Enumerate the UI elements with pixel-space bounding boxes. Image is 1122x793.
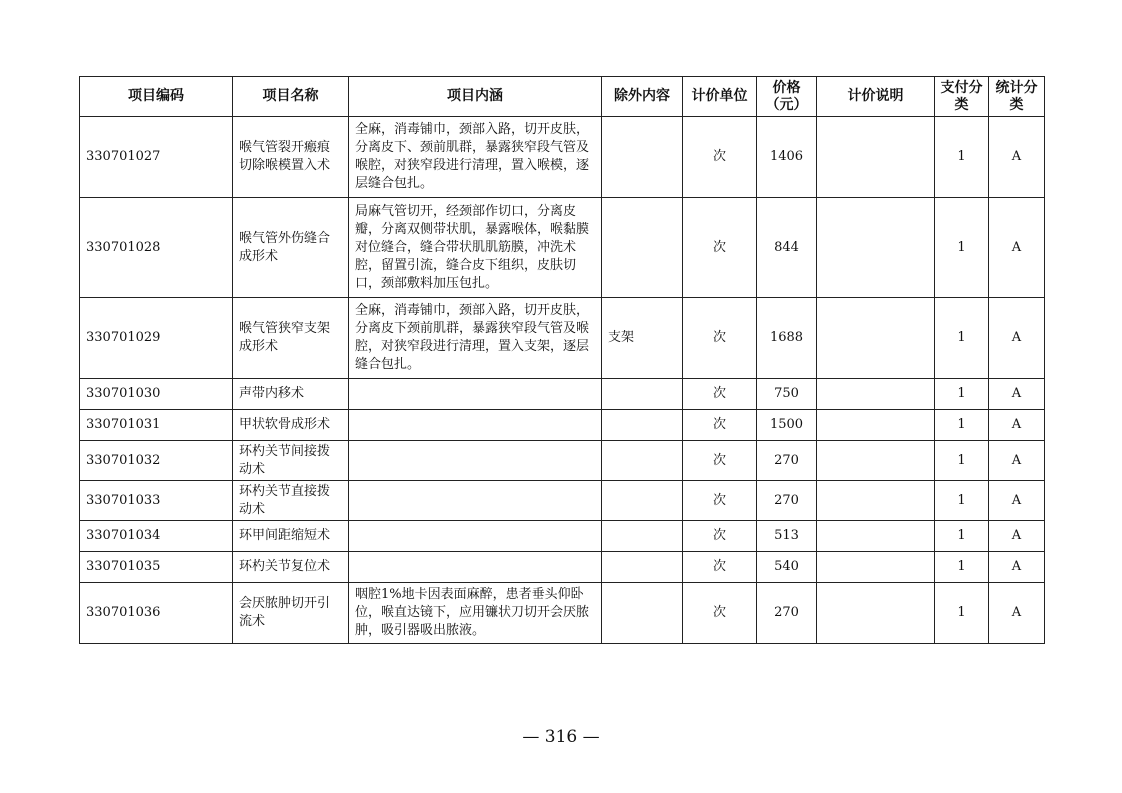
header-name: 项目名称 bbox=[233, 77, 349, 117]
cell-payment: 1 bbox=[935, 583, 989, 644]
cell-payment: 1 bbox=[935, 552, 989, 583]
table-row bbox=[80, 521, 1045, 552]
cell-content: 全麻，消毒铺巾，颈部入路，切开皮肤，分离皮下、颈前肌群，暴露狭窄段气管及喉腔，对狭窄段进行清理，置入喉模，逐层缝合包扎。 bbox=[349, 117, 602, 198]
cell-note bbox=[817, 117, 935, 198]
cell-unit: 次 bbox=[683, 583, 757, 644]
cell-code: 330701033 bbox=[80, 481, 233, 521]
table-row bbox=[80, 583, 1045, 644]
cell-unit: 次 bbox=[683, 441, 757, 481]
cell-stat: A bbox=[989, 379, 1045, 410]
cell-exclusion bbox=[602, 410, 683, 441]
cell-content bbox=[349, 410, 602, 441]
cell-code: 330701029 bbox=[80, 298, 233, 379]
table-row bbox=[80, 481, 1045, 521]
cell-name: 环杓关节间接拨动术 bbox=[233, 441, 349, 481]
table-row bbox=[80, 379, 1045, 410]
cell-code: 330701034 bbox=[80, 521, 233, 552]
cell-name: 喉气管狭窄支架成形术 bbox=[233, 298, 349, 379]
cell-code: 330701036 bbox=[80, 583, 233, 644]
cell-content: 全麻，消毒铺巾，颈部入路，切开皮肤，分离皮下颈前肌群，暴露狭窄段气管及喉腔，对狭窄段进行清理，置入支架，逐层缝合包扎。 bbox=[349, 298, 602, 379]
cell-note bbox=[817, 521, 935, 552]
cell-stat: A bbox=[989, 441, 1045, 481]
cell-stat: A bbox=[989, 521, 1045, 552]
cell-name: 环甲间距缩短术 bbox=[233, 521, 349, 552]
cell-price: 1500 bbox=[757, 410, 817, 441]
cell-price: 270 bbox=[757, 441, 817, 481]
cell-exclusion bbox=[602, 198, 683, 298]
header-content: 项目内涵 bbox=[349, 77, 602, 117]
cell-content bbox=[349, 441, 602, 481]
cell-exclusion bbox=[602, 583, 683, 644]
table-row bbox=[80, 198, 1045, 298]
cell-note bbox=[817, 410, 935, 441]
cell-exclusion: 支架 bbox=[602, 298, 683, 379]
cell-price: 540 bbox=[757, 552, 817, 583]
cell-payment: 1 bbox=[935, 117, 989, 198]
cell-payment: 1 bbox=[935, 441, 989, 481]
cell-name: 喉气管裂开瘢痕切除喉模置入术 bbox=[233, 117, 349, 198]
cell-unit: 次 bbox=[683, 521, 757, 552]
cell-content: 局麻气管切开，经颈部作切口，分离皮瓣，分离双侧带状肌，暴露喉体，喉黏膜对位缝合，缝合带状肌肌筋膜，冲洗术腔，留置引流，缝合皮下组织，皮肤切口，颈部敷料加压包扎。 bbox=[349, 198, 602, 298]
cell-content bbox=[349, 481, 602, 521]
cell-price: 750 bbox=[757, 379, 817, 410]
cell-price: 1688 bbox=[757, 298, 817, 379]
cell-exclusion bbox=[602, 552, 683, 583]
cell-price: 270 bbox=[757, 481, 817, 521]
cell-payment: 1 bbox=[935, 481, 989, 521]
cell-exclusion bbox=[602, 521, 683, 552]
cell-stat: A bbox=[989, 552, 1045, 583]
cell-payment: 1 bbox=[935, 298, 989, 379]
cell-exclusion bbox=[602, 441, 683, 481]
pricing-table bbox=[79, 76, 1045, 644]
cell-payment: 1 bbox=[935, 198, 989, 298]
cell-stat: A bbox=[989, 198, 1045, 298]
cell-unit: 次 bbox=[683, 379, 757, 410]
cell-content bbox=[349, 521, 602, 552]
cell-price: 844 bbox=[757, 198, 817, 298]
cell-content bbox=[349, 379, 602, 410]
cell-stat: A bbox=[989, 117, 1045, 198]
cell-code: 330701035 bbox=[80, 552, 233, 583]
cell-stat: A bbox=[989, 410, 1045, 441]
table-header-row bbox=[80, 77, 1045, 117]
cell-content bbox=[349, 552, 602, 583]
cell-name: 环杓关节复位术 bbox=[233, 552, 349, 583]
cell-payment: 1 bbox=[935, 521, 989, 552]
page-number: — 316 — bbox=[522, 727, 600, 747]
header-exclusion: 除外内容 bbox=[602, 77, 683, 117]
header-payment: 支付分类 bbox=[935, 77, 989, 117]
cell-code: 330701028 bbox=[80, 198, 233, 298]
cell-note bbox=[817, 441, 935, 481]
cell-name: 环杓关节直接拨动术 bbox=[233, 481, 349, 521]
cell-note bbox=[817, 583, 935, 644]
table-row bbox=[80, 441, 1045, 481]
cell-stat: A bbox=[989, 583, 1045, 644]
cell-exclusion bbox=[602, 379, 683, 410]
table-row bbox=[80, 552, 1045, 583]
cell-name: 会厌脓肿切开引流术 bbox=[233, 583, 349, 644]
cell-payment: 1 bbox=[935, 379, 989, 410]
header-note: 计价说明 bbox=[817, 77, 935, 117]
cell-name: 声带内移术 bbox=[233, 379, 349, 410]
cell-code: 330701027 bbox=[80, 117, 233, 198]
cell-unit: 次 bbox=[683, 481, 757, 521]
cell-name: 喉气管外伤缝合成形术 bbox=[233, 198, 349, 298]
cell-note bbox=[817, 379, 935, 410]
cell-note bbox=[817, 552, 935, 583]
cell-stat: A bbox=[989, 481, 1045, 521]
cell-code: 330701031 bbox=[80, 410, 233, 441]
cell-code: 330701032 bbox=[80, 441, 233, 481]
table-row bbox=[80, 410, 1045, 441]
header-unit: 计价单位 bbox=[683, 77, 757, 117]
cell-note bbox=[817, 481, 935, 521]
cell-name: 甲状软骨成形术 bbox=[233, 410, 349, 441]
table-row bbox=[80, 298, 1045, 379]
header-price: 价格（元） bbox=[757, 77, 817, 117]
cell-unit: 次 bbox=[683, 552, 757, 583]
cell-price: 270 bbox=[757, 583, 817, 644]
cell-content: 咽腔1%地卡因表面麻醉，患者垂头仰卧位，喉直达镜下，应用镰状刀切开会厌脓肿，吸引器吸出脓液。 bbox=[349, 583, 602, 644]
table-row bbox=[80, 117, 1045, 198]
cell-payment: 1 bbox=[935, 410, 989, 441]
header-code: 项目编码 bbox=[80, 77, 233, 117]
cell-unit: 次 bbox=[683, 410, 757, 441]
cell-unit: 次 bbox=[683, 117, 757, 198]
header-stat: 统计分类 bbox=[989, 77, 1045, 117]
cell-note bbox=[817, 198, 935, 298]
cell-exclusion bbox=[602, 481, 683, 521]
cell-price: 513 bbox=[757, 521, 817, 552]
cell-stat: A bbox=[989, 298, 1045, 379]
cell-unit: 次 bbox=[683, 198, 757, 298]
cell-price: 1406 bbox=[757, 117, 817, 198]
cell-unit: 次 bbox=[683, 298, 757, 379]
cell-exclusion bbox=[602, 117, 683, 198]
cell-code: 330701030 bbox=[80, 379, 233, 410]
cell-note bbox=[817, 298, 935, 379]
